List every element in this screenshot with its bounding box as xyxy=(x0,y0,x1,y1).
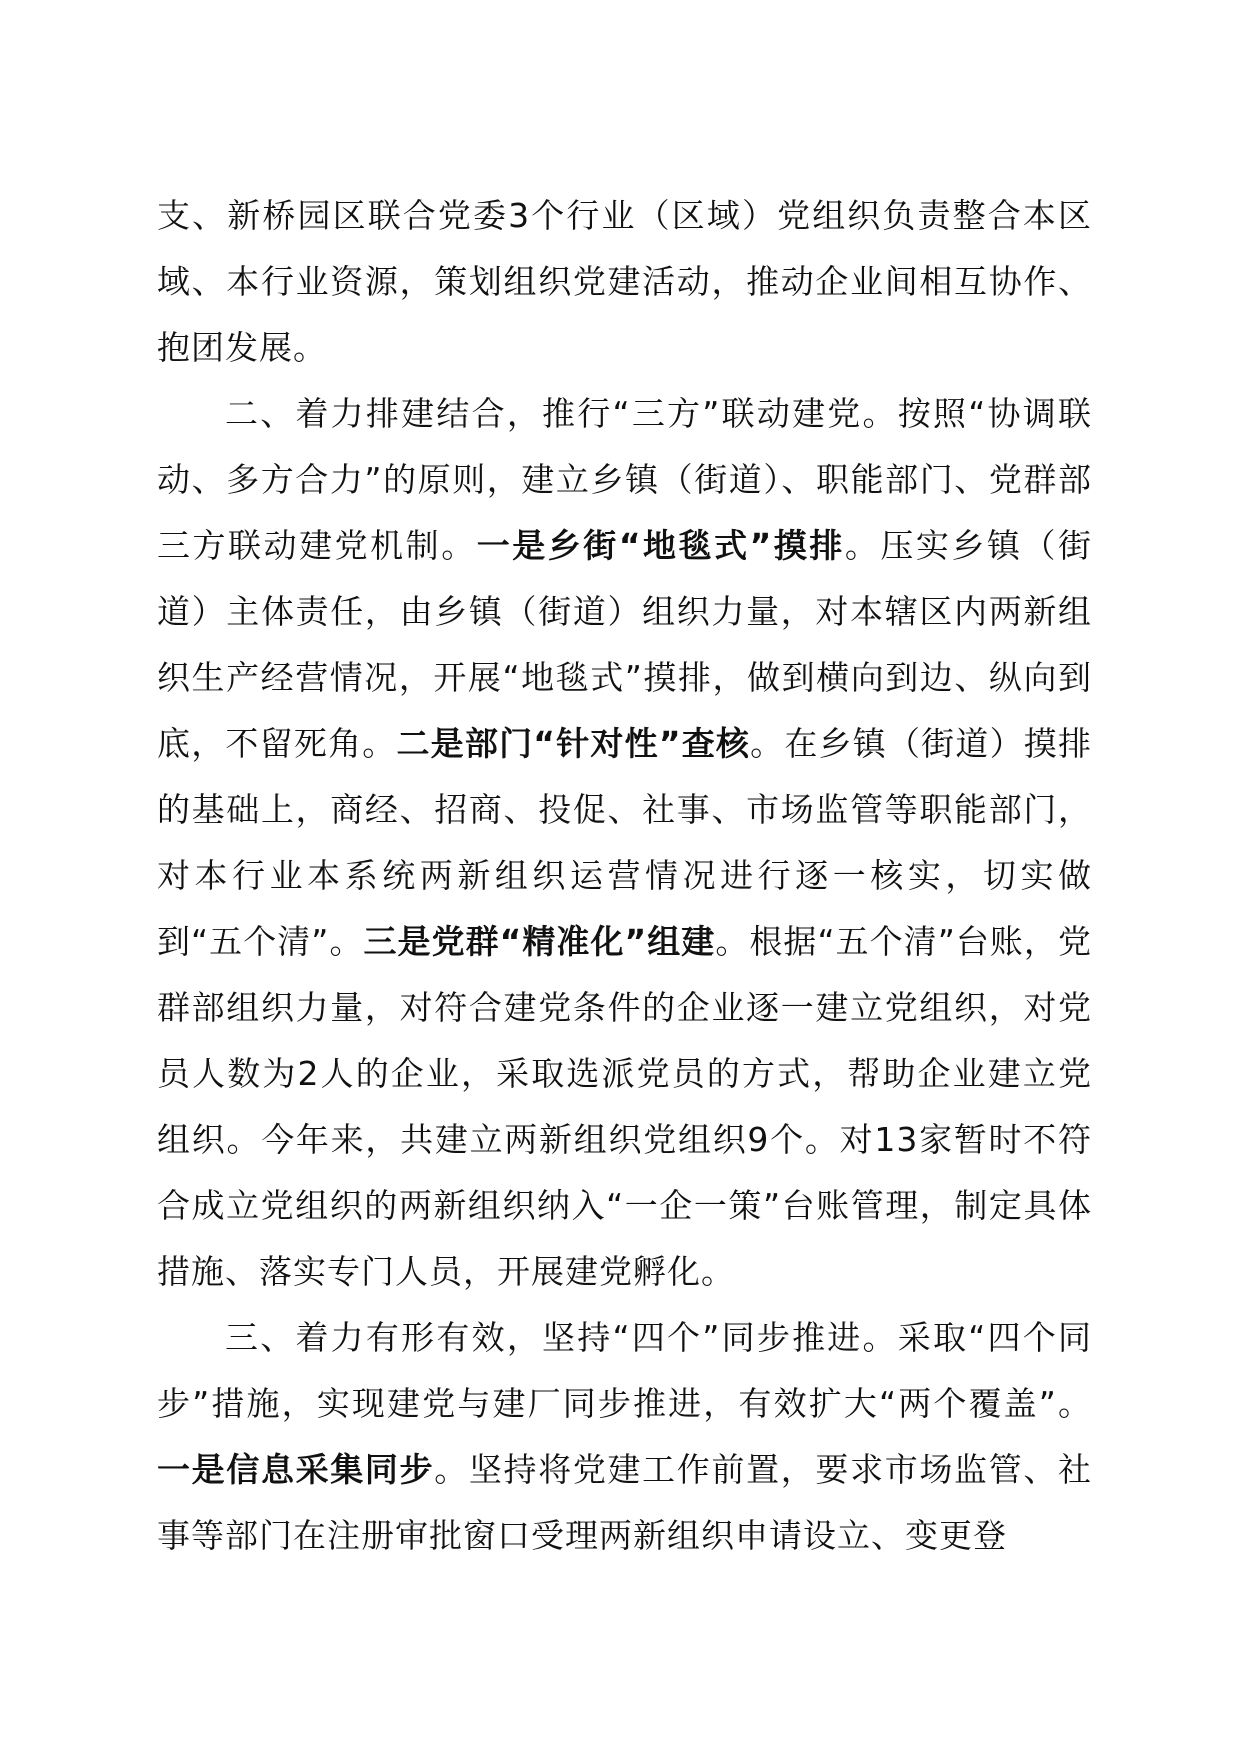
bold-heading: 一是信息采集同步 xyxy=(157,1450,435,1489)
paragraph-2 xyxy=(157,381,1092,1305)
text-run: 支、新桥园区联合党委3个行业（区域）党组织负责整合本区域、本行业资源，策划组织党建活动，推动企业间相互协作、抱团发展。 xyxy=(157,196,1092,367)
text-run: 。在乡镇（街道）摸排的基础上，商经、招商、投促、社事、市场监管等职能部门，对本行业本系统两新组织运营情况进行逐一核实，切实做到“五个清”。 xyxy=(157,724,1093,961)
text-run: 。根据“五个清”台账，党群部组织力量，对符合建党条件的企业逐一建立党组织，对党员人数为2人的企业，采取选派党员的方式，帮助企业建立党组织。今年来，共建立两新组织党组织9个。对13家暂时不符合成立党组织的两新组织纳入“一企一策”台账管理，制定具体措施、落实专门人员，开展建党孵化。 xyxy=(157,922,1092,1291)
document-page xyxy=(157,183,1092,1569)
text-run: 二、着力排建结合，推行“三方”联动建党。按照“协调联动、多方合力”的原则，建立乡镇（街道）、职能部门、党群部三方联动建党机制。 xyxy=(157,394,1092,565)
bold-heading: 一是乡街“地毯式”摸排 xyxy=(476,526,845,565)
bold-heading: 三是党群“精准化”组建 xyxy=(363,922,716,961)
text-run: 三、着力有形有效，坚持“四个”同步推进。采取“四个同步”措施，实现建党与建厂同步推进，有效扩大“两个覆盖”。 xyxy=(157,1318,1092,1423)
paragraph-1 xyxy=(157,183,1092,381)
paragraph-3 xyxy=(157,1305,1092,1569)
text-run: 。坚持将党建工作前置，要求市场监管、社事等部门在注册审批窗口受理两新组织申请设立、变更登 xyxy=(157,1450,1093,1555)
text-run: 。压实乡镇（街道）主体责任，由乡镇（街道）组织力量，对本辖区内两新组织生产经营情况，开展“地毯式”摸排，做到横向到边、纵向到底，不留死角。 xyxy=(157,526,1092,763)
bold-heading: 二是部门“针对性”查核 xyxy=(396,724,751,763)
